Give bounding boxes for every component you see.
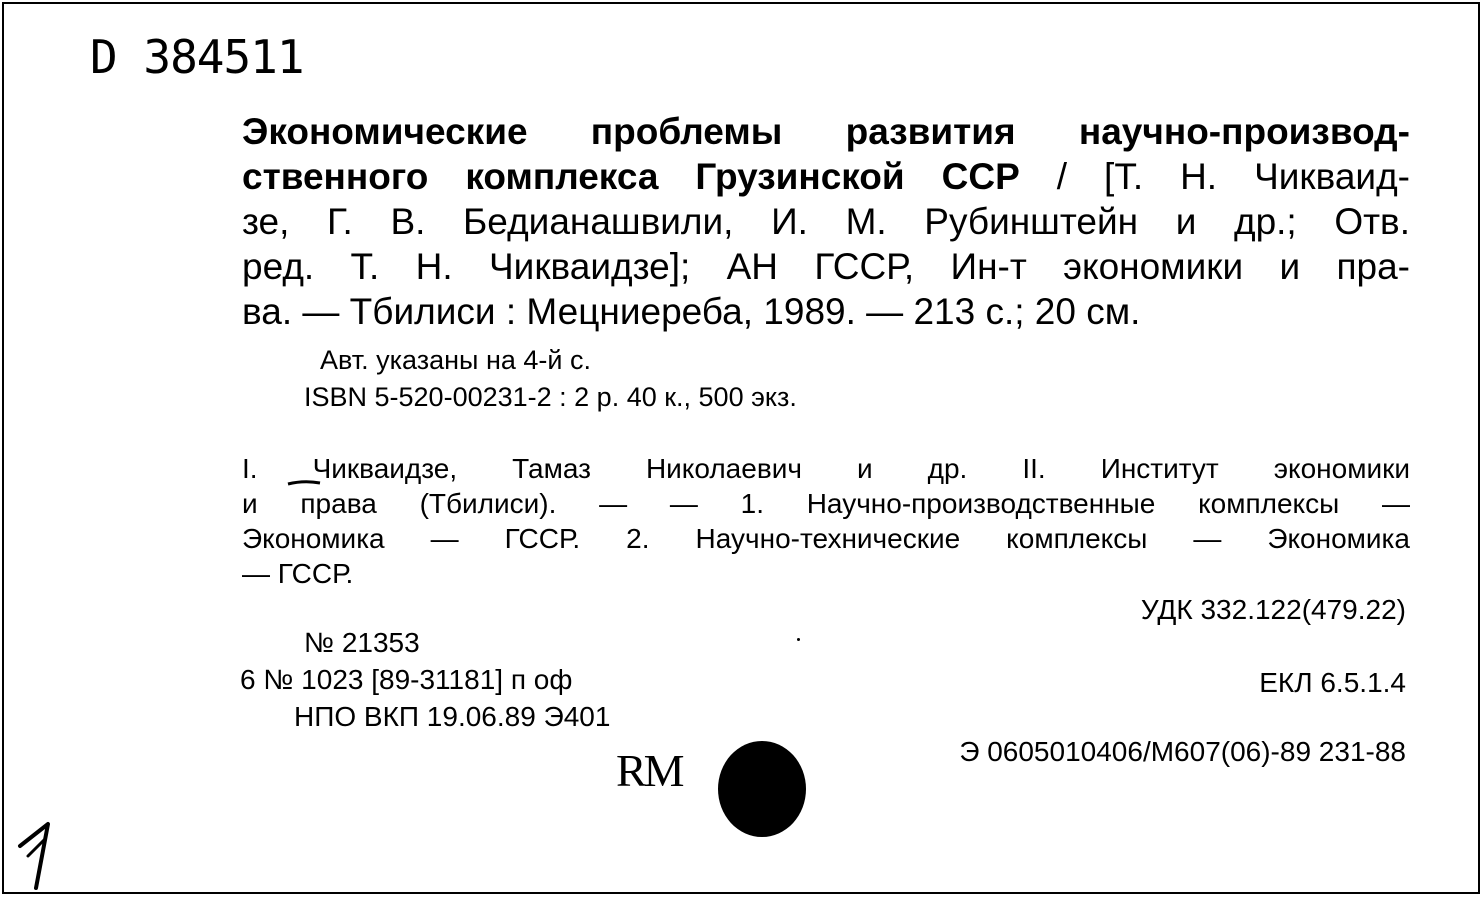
- subject-line: Экономика — ГССР. 2. Научно-технические комплексы — Экономика: [242, 523, 1410, 554]
- subject-headings: [242, 451, 1410, 591]
- title-bold-text: Экономические проблемы развития научно-производ-: [242, 111, 1410, 152]
- bibliographic-description: [242, 109, 1410, 334]
- pencil-underline-mark: [286, 474, 322, 494]
- title-text: / [Т. Н. Чикваид-: [1019, 156, 1410, 197]
- ink-speck: [797, 638, 800, 641]
- title-bold-text: ственного комплекса Грузинской ССР: [242, 156, 1020, 197]
- isbn-line: ISBN 5-520-00231-2 : 2 р. 40 к., 500 экз.: [304, 382, 797, 412]
- title-line: [242, 154, 1410, 199]
- title-line: [242, 244, 1410, 289]
- order-line: 6 № 1023 [89-31181] п оф: [240, 664, 573, 695]
- authors-note: Авт. указаны на 4-й с.: [320, 345, 591, 375]
- title-line: [242, 199, 1410, 244]
- printer-line: НПО ВКП 19.06.89 Э401: [294, 701, 611, 732]
- subject-line: и права (Тбилиси). — — 1. Научно-производственные комплексы —: [242, 488, 1410, 519]
- call-number: D 384511: [90, 30, 304, 84]
- udk-code: УДК 332.122(479.22): [1140, 594, 1406, 625]
- card-number: № 21353: [304, 627, 420, 658]
- title-text: ред. Т. Н. Чикваидзе]; АН ГССР, Ин-т экономики и пра-: [242, 246, 1410, 287]
- title-text: зе, Г. В. Бедианашвили, И. М. Рубинштейн и др.; Отв.: [242, 201, 1410, 242]
- rm-stamp: RM: [616, 745, 682, 796]
- handwritten-number-mark: [14, 820, 64, 892]
- punched-hole-dot: [718, 741, 806, 837]
- subject-line: I. Чикваидзе, Тамаз Николаевич и др. II. Институт экономики: [242, 453, 1410, 484]
- catalog-card: [2, 2, 1480, 894]
- title-line: [242, 109, 1410, 154]
- title-text: ва. — Тбилиси : Мецниереба, 1989. — 213 с.; 20 см.: [242, 291, 1141, 332]
- subject-line: — ГССР.: [242, 558, 354, 589]
- title-line: [242, 289, 1410, 334]
- ekl-code: ЕКЛ 6.5.1.4: [1259, 667, 1406, 698]
- classification-code: Э 0605010406/М607(06)-89 231-88: [959, 736, 1406, 767]
